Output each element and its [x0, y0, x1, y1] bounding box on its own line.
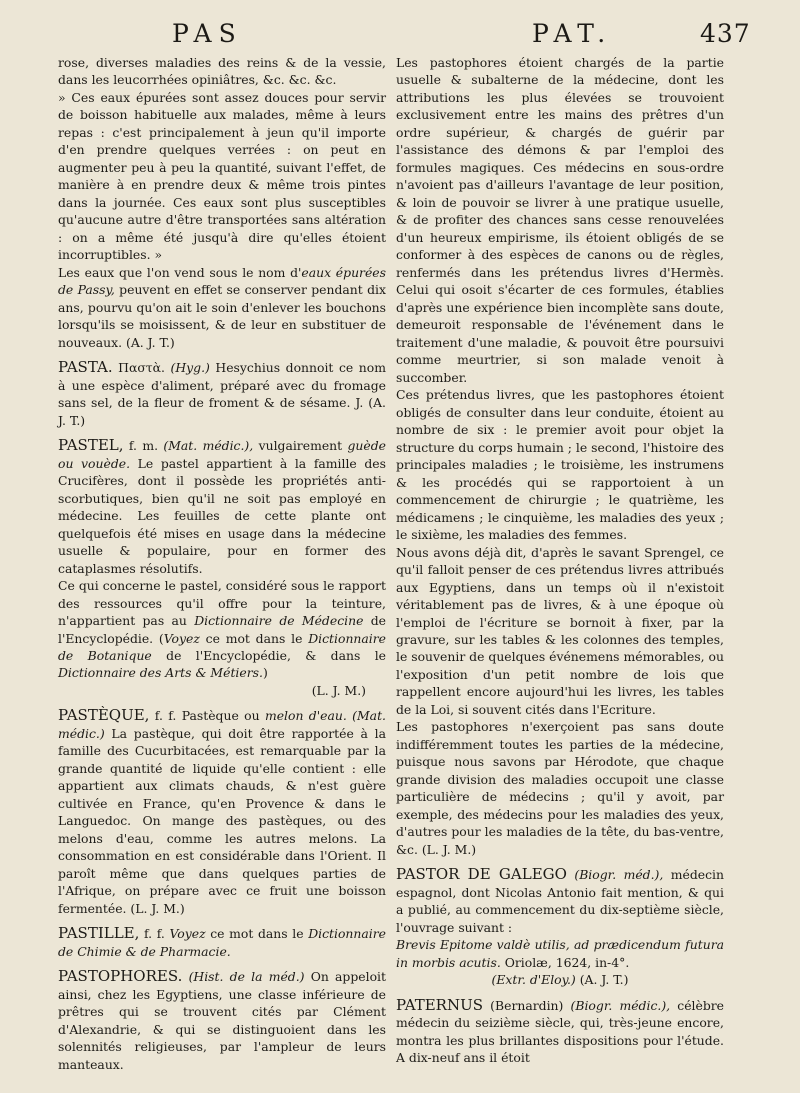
entry-text: Le pastel appartient à la famille des Crucifères, dont il possède les propriétés anti-scorbutiques, bien qu'il ne soit pas employé en médecine. Les feuilles de cette plante ont quelquefois été mises en usage dans la médecine usuelle & populaire, pour en former des cataplasmes résolutifs.: [58, 455, 387, 576]
entry-pastor-de-galego: [396, 866, 724, 936]
source-line: [396, 971, 724, 988]
italic-term: Dictionnaire des Arts & Métiers.: [58, 665, 263, 681]
entry-headword: PASTOPHORES.: [58, 967, 183, 986]
subject-tag: (Biogr. méd.),: [574, 867, 664, 883]
text-run: de l'Encyclopédie, & dans le: [151, 647, 386, 663]
text-run: de l'Encyclopédie. (: [58, 613, 387, 646]
greek-term: Παστὰ.: [118, 360, 165, 376]
citation: [396, 936, 724, 971]
subject-tag: (Hist. de la méd.): [188, 969, 305, 985]
page-number: 437: [700, 19, 751, 48]
entry-headword: PASTEL,: [58, 436, 124, 455]
entry-text: célèbre médecin du seizième siècle, qui, très-jeune encore, montra les plus brillantes dispositions pour l'étude. A dix-neuf ans il étoit: [396, 997, 725, 1066]
paragraph: Les pastophores n'exerçoient pas sans doute indifféremment toutes les parties de la médecine, puisque nous savons par Hérodote, que chaque grande division des maladies occupoit une classe particulière de médecins ; qu'il y avoit, par exemple, des médecins pour les maladies des yeux, d'autres pour les maladies de la tête, du bas-ventre, &c. (L. J. M.): [396, 719, 724, 857]
left-column: [58, 54, 386, 1073]
entry-headword: PASTA.: [58, 358, 113, 377]
text-run: vulgairement: [253, 438, 348, 454]
text-run: (Bernardin): [483, 997, 571, 1013]
entry-headword: PATERNUS: [396, 995, 484, 1014]
entry-pasta: [58, 359, 386, 429]
text-run: f. f.: [139, 926, 170, 942]
text-run: ce mot dans le: [199, 630, 309, 646]
text-run: Ce qui concerne le pastel, considéré sous le rapport des ressources qu'il offre pour la teinture, n'appartient pas au: [58, 578, 386, 629]
paragraph: Nous avons déjà dit, d'après le savant Sprengel, ce qu'il falloit penser de ces prétendus livres attribués aux Egyptiens, dans un temps où il n'existoit véritablement pas de livres, & à une époque où l'emploi de l'écriture se bornoit à fixer, par la gravure, sur les tables & les colonnes des temples, le souvenir de quelques événemens mémorables, ou l'exposition d'un petit nombre de lois que rappellent encore aujourd'hui les livres, les tables de la Loi, si souvent cités dans l'Ecriture.: [396, 544, 724, 717]
entry-pasteque: [58, 707, 386, 917]
subject-tag: (Biogr. médic.),: [570, 997, 671, 1013]
source-note: (Extr. d'Eloy.): [491, 972, 576, 988]
entry-pastel: [58, 437, 386, 577]
entry-headword: PASTOR DE GALEGO: [396, 865, 567, 884]
author-signature: (L. J. M.): [311, 682, 366, 698]
text-run: ): [262, 665, 268, 681]
entry-text: La pastèque, qui doit être rapportée à la famille des Cucurbitacées, est remarquable par la grande quantité de liquide qu'elle contient : elle appartient aux climats chauds, & n'est guère cultivée en France, qu'en Provence & dans le Languedoc. On mange des pastèques, ou des melons d'eau, comme les autres melons. La consommation en est considérable dans l'Orient. Il paroît même que dans quelques parties de l'Afrique, on prépare avec ce fruit une boisson fermentée. (L. J. M.): [58, 725, 386, 916]
text-run: f. m.: [123, 438, 164, 454]
right-column: [396, 54, 724, 1067]
italic-term: Dictionnaire de Médecine: [194, 613, 364, 629]
italic-term: Voyez: [169, 926, 206, 942]
entry-headword: PASTÈQUE,: [58, 706, 150, 725]
text-run: peuvent en effet se conserver pendant dix ans, pourvu qu'on ait le soin d'enlever les bouchons lorsqu'ils se moisissent, & de leur en substituer de nouveaux. (A. J. T.): [58, 282, 386, 350]
subject-tag: (Mat. médic.): [58, 708, 386, 741]
paragraph: Les pastophores étoient chargés de la partie usuelle & subalterne de la médecine, dont les attributions les plus élevées se trouvoient exclusivement entre les mains des prêtres d'un ordre supérieur, & chargés de guérir par l'assistance des démons & par l'emploi des formules magiques. Ces médecins en sous-ordre n'avoient pas d'ailleurs l'avantage de leur position, & loin de pouvoir se livrer à une pratique usuelle, & de profiter des chances sans cesse renouvelées d'un heureux empirisme, ils étoient obligés de se conformer à des espèces de canons ou de règles, renfermés dans les prétendus livres d'Hermès. Celui qui osoit s'écarter de ces formules, établies d'après une expérience bien incomplète sans doute, demeuroit responsable de l'événement dans le traitement d'une maladie, & pouvoit être poursuivi comme meurtrier, si son malade venoit à succomber.: [396, 55, 724, 385]
italic-term: melon d'eau.: [264, 708, 347, 724]
text-run: Les eaux que l'on vend sous le nom d': [58, 264, 302, 280]
entry-text: On appeloit ainsi, chez les Egyptiens, une classe inférieure de prêtres qui se trouvent cités par Clément d'Alexandrie, & qui se distinguoient dans les solennités religieuses, par l'ampleur de leurs manteaux.: [58, 969, 386, 1072]
book-title: Brevis Epitome valdè utilis, ad prædicendum futura in morbis acutis.: [396, 937, 724, 970]
italic-term: Voyez: [163, 630, 200, 646]
subject-tag: (Mat. médic.),: [163, 438, 254, 454]
text-run: Oriolæ, 1624, in-4°.: [500, 954, 630, 970]
italic-term: Dictionnaire de Chimie & de Pharmacie.: [58, 926, 386, 959]
entry-text: médecin espagnol, dont Nicolas Antonio fait mention, & qui a publié, au commencement du dix-septième siècle, l'ouvrage suivant :: [396, 867, 724, 935]
paragraph: [58, 577, 386, 682]
italic-term: Dictionnaire de Botanique: [58, 630, 387, 663]
paragraph: [58, 264, 386, 351]
paragraph: Ces prétendus livres, que les pastophores étoient obligés de consulter dans leur conduite, étoient au nombre de six : le premier avoit pour objet la structure du corps humain ; le second, l'histoire des principales maladies ; le troisième, les instrumens & les procédés qui se rapportoient à un commencement de chirurgie ; le quatrième, les médicamens ; le cinquième, les maladies des yeux ; le sixième, les maladies des femmes.: [396, 387, 724, 543]
paragraph: rose, diverses maladies des reins & de la vessie, dans les leucorrhées opiniâtres, &c. &c. &c.: [58, 55, 386, 88]
entry-text: Hesychius donnoit ce nom à une espèce d'aliment, préparé avec du fromage sans sel, de la fleur de froment & de sésame. J. (A. J. T.): [58, 360, 386, 428]
author-signature: (A. J. T.): [575, 972, 629, 988]
entry-pastille: [58, 925, 386, 960]
text-run: ce mot dans le: [205, 926, 309, 942]
entry-headword: PASTILLE,: [58, 924, 140, 943]
paragraph: » Ces eaux épurées sont assez douces pour servir de boisson habituelle aux malades, même à leurs repas : c'est principalement à jeun qu'il importe d'en prendre quelques verrées : on peut en augmenter peu à peu la quantité, suivant l'effet, de manière à en prendre deux & même trois pintes dans la journée. Ces eaux sont plus susceptibles qu'aucune autre d'être transportées sans altération : on a même été jusqu'à dire qu'elles étoient incorruptibles. »: [58, 89, 386, 263]
italic-term: eaux épurées de Passy,: [58, 264, 386, 298]
entry-pastophores: [58, 968, 386, 1073]
running-head-right: PAT.: [532, 19, 613, 48]
text-run: f. f. Pastèque ou: [149, 708, 265, 724]
italic-term: guède ou vouède.: [58, 438, 386, 471]
subject-tag: (Hyg.): [170, 360, 210, 376]
running-head-left: PAS: [172, 19, 243, 48]
entry-paternus: [396, 997, 724, 1067]
